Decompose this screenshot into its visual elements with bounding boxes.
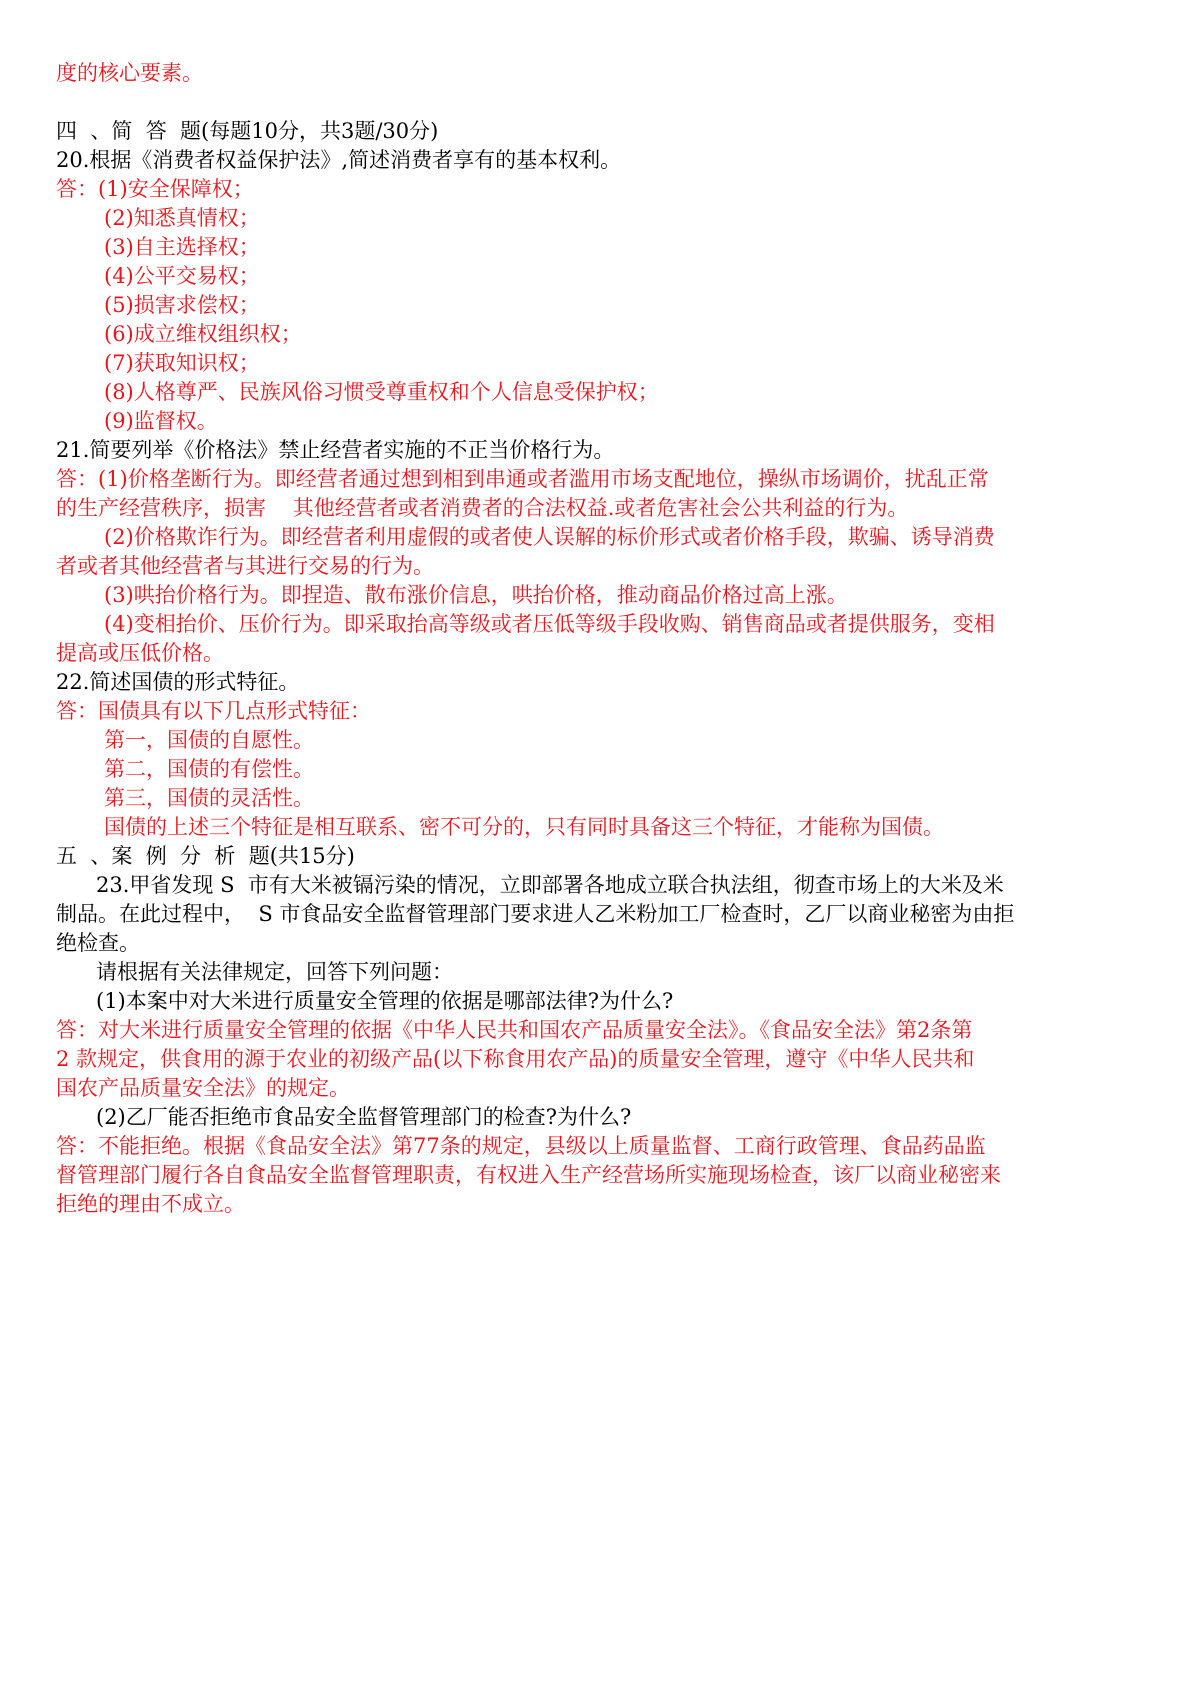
- question-23-line: 23.甲省发现 S 市有大米被镉污染的情况，立即部署各地成立联合执法组，彻查市场上的大米及米: [96, 873, 1004, 897]
- section-heading-short-answer: 四 、简 答 题(每题10分，共3题/30分): [56, 119, 439, 143]
- answer-22-line: 第三，国债的灵活性。: [104, 786, 314, 810]
- answer-21-line: 的生产经营秩序，损害 其他经营者或者消费者的合法权益.或者危害社会公共利益的行为。: [56, 496, 909, 520]
- answer-23-2-line: 督管理部门履行各自食品安全监督管理职责，有权进入生产经营场所实施现场检查，该厂以商业秘密来: [56, 1163, 1001, 1187]
- question-20: 20.根据《消费者权益保护法》,简述消费者享有的基本权利。: [56, 148, 622, 172]
- answer-23-2-line: 拒绝的理由不成立。: [56, 1192, 245, 1216]
- answer-23-1-line: 2 款规定，供食用的源于农业的初级产品(以下称食用农产品)的质量安全管理，遵守《中华人民共和: [56, 1047, 975, 1071]
- answer-20-line: (2)知悉真情权；: [104, 206, 260, 230]
- answer-22-line: 国债的上述三个特征是相互联系、密不可分的，只有同时具备这三个特征，才能称为国债。: [104, 815, 944, 839]
- answer-20-line: (6)成立维权组织权；: [104, 322, 302, 346]
- question-23-line: 绝检查。: [56, 931, 140, 955]
- answer-20-line: (5)损害求偿权；: [104, 293, 260, 317]
- answer-21-line: 提高或压低价格。: [56, 641, 224, 665]
- answer-23-2-line: 答：不能拒绝。根据《食品安全法》第77条的规定，县级以上质量监督、工商行政管理、食品药品监: [56, 1134, 986, 1158]
- answer-20-line: (8)人格尊严、民族风俗习惯受尊重权和个人信息受保护权；: [104, 380, 659, 404]
- answer-21-line: 答：(1)价格垄断行为。即经营者通过想到相到串通或者滥用市场支配地位，操纵市场调价，扰乱正常: [56, 467, 989, 491]
- answer-21-line: (4)变相抬价、压价行为。即采取抬高等级或者压低等级手段收购、销售商品或者提供服务，变相: [104, 612, 995, 636]
- answer-20-line: (3)自主选择权；: [104, 235, 260, 259]
- answer-23-1-line: 答：对大米进行质量安全管理的依据《中华人民共和国农产品质量安全法》。《食品安全法》第2条第: [56, 1018, 973, 1042]
- section-heading-case-analysis: 五 、案 例 分 析 题(共15分): [56, 844, 355, 868]
- answer-20-line: (9)监督权。: [104, 409, 218, 433]
- question-21: 21.简要列举《价格法》禁止经营者实施的不正当价格行为。: [56, 438, 615, 462]
- answer-continuation-line: 度的核心要素。: [56, 61, 203, 85]
- answer-22-line: 第一，国债的自愿性。: [104, 728, 314, 752]
- answer-20-line: (7)获取知识权；: [104, 351, 260, 375]
- question-22: 22.简述国债的形式特征。: [56, 670, 300, 694]
- answer-20-line: 答：(1)安全保障权；: [56, 177, 254, 201]
- answer-22-line: 第二，国债的有偿性。: [104, 757, 314, 781]
- answer-20-line: (4)公平交易权；: [104, 264, 260, 288]
- question-23-line: 制品。在此过程中， S 市食品安全监督管理部门要求进人乙米粉加工厂检查时，乙厂以商业秘密为由拒: [56, 902, 1015, 926]
- question-23-sub-2: (2)乙厂能否拒绝市食品安全监督管理部门的检查?为什么?: [96, 1105, 632, 1129]
- answer-21-line: (3)哄抬价格行为。即捏造、散布涨价信息，哄抬价格，推动商品价格过高上涨。: [104, 583, 848, 607]
- question-23-instruction: 请根据有关法律规定，回答下列问题：: [96, 960, 453, 984]
- answer-23-1-line: 国农产品质量安全法》的规定。: [56, 1076, 350, 1100]
- answer-22-line: 答：国债具有以下几点形式特征：: [56, 699, 371, 723]
- answer-21-line: (2)价格欺诈行为。即经营者利用虚假的或者使人误解的标价形式或者价格手段，欺骗、诱导消费: [104, 525, 995, 549]
- answer-21-line: 者或者其他经营者与其进行交易的行为。: [56, 554, 434, 578]
- question-23-sub-1: (1)本案中对大米进行质量安全管理的依据是哪部法律?为什么?: [96, 989, 674, 1013]
